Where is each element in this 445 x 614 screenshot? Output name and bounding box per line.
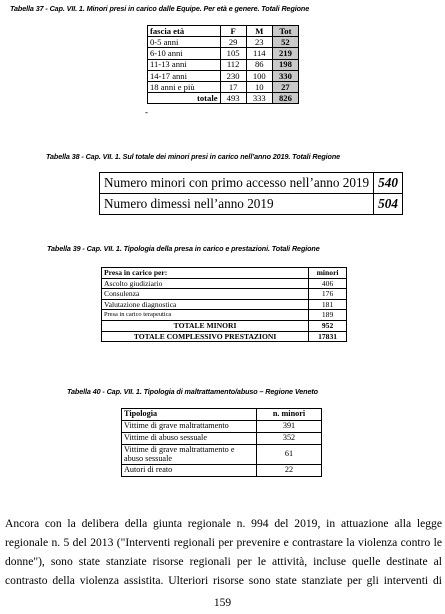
table-cell: Numero minori con primo accesso nell’anno 2019: [100, 173, 374, 194]
header-cell: M: [246, 26, 272, 37]
paragraph-line: contrasto della violenza assistita. Ulteriori risorse sono state stanziate per gli interventi di: [5, 574, 442, 587]
header-cell: fascia età: [148, 26, 221, 37]
table-cell: Autori di reato: [122, 464, 257, 476]
table-40: [121, 408, 322, 477]
table-row: [102, 289, 347, 300]
table-cell: 6-10 anni: [148, 48, 221, 59]
table-cell: 352: [257, 433, 322, 445]
table-cell: 18 anni e più: [148, 81, 221, 92]
header-cell: n. minori: [257, 409, 322, 421]
table-cell: 198: [272, 59, 298, 70]
table-row: [100, 173, 403, 194]
table-cell: 219: [272, 48, 298, 59]
table-cell: 100: [246, 70, 272, 81]
table-37: [147, 25, 299, 104]
table-cell: 391: [257, 421, 322, 433]
table-cell: 406: [309, 278, 347, 289]
table-row: [122, 464, 322, 476]
header-cell: F: [220, 26, 246, 37]
table-cell: 61: [257, 445, 322, 465]
table-cell: 826: [272, 93, 298, 104]
table-cell: Numero dimessi nell’anno 2019: [100, 194, 374, 215]
table-cell: 112: [220, 59, 246, 70]
table-40-caption: Tabella 40 - Cap. VII. 1. Tipologia di maltrattamento/abuso – Regione Veneto: [67, 387, 318, 396]
table-38-caption: Tabella 38 - Cap. VII. 1. Sul totale dei minori presi in carico nell’anno 2019. Totali Regione: [46, 152, 341, 161]
table-cell: 10: [246, 81, 272, 92]
table-cell: TOTALE MINORI: [102, 320, 309, 331]
paragraph-line: regionale n. 5 del 2013 ("Interventi regionali per prevenire e contrastare la violenza contro le: [5, 536, 442, 549]
table-cell: Vittime di abuso sessuale: [122, 433, 257, 445]
table-cell: 23: [246, 37, 272, 48]
table-row: [122, 433, 322, 445]
table-cell: Ascolto giudiziario: [102, 278, 309, 289]
table-39: [101, 267, 347, 342]
paragraph-line: Ancora con la delibera della giunta regionale n. 994 del 2019, in attuazione alla legge: [5, 517, 442, 530]
table-cell: 29: [220, 37, 246, 48]
table-total-row: [148, 93, 299, 104]
table-39-caption: Tabella 39 - Cap. VII. 1. Tipologia della presa in carico e prestazioni. Totali Regione: [47, 244, 320, 253]
table-row: [148, 70, 299, 81]
table-cell: 17831: [309, 331, 347, 342]
table-cell: 230: [220, 70, 246, 81]
table-cell: 176: [309, 289, 347, 300]
table-header-row: [102, 268, 347, 279]
header-cell: minori: [309, 268, 347, 279]
table-row: [148, 81, 299, 92]
table-row: [100, 194, 403, 215]
table-38: [99, 172, 403, 215]
table-cell: 181: [309, 299, 347, 310]
paragraph-line: donne"), sono state stanziate risorse regionali per le attività, incluse quelle destinate al: [5, 555, 442, 568]
table-cell: 105: [220, 48, 246, 59]
table-cell: 22: [257, 464, 322, 476]
table-row: [102, 299, 347, 310]
table-cell: Consulenza: [102, 289, 309, 300]
table-row: [102, 310, 347, 321]
table-cell: Valutazione diagnostica: [102, 299, 309, 310]
table-cell: TOTALE COMPLESSIVO PRESTAZIONI: [102, 331, 309, 342]
table-cell: 952: [309, 320, 347, 331]
table-cell: 493: [220, 93, 246, 104]
table-cell: 0-5 anni: [148, 37, 221, 48]
table-row: [102, 278, 347, 289]
table-cell: 189: [309, 310, 347, 321]
page-number: 159: [213, 597, 232, 609]
table-cell: 330: [272, 70, 298, 81]
table-37-caption: Tabella 37 - Cap. VII. 1. Minori presi in carico dalle Equipe. Per età e genere. Totali Regione: [10, 4, 310, 13]
table-total-row: [102, 320, 347, 331]
table-cell: Vittime di grave maltrattamento e abuso sessuale: [122, 445, 257, 465]
table-cell: 52: [272, 37, 298, 48]
table-cell: 27: [272, 81, 298, 92]
header-cell: Tipologia: [122, 409, 257, 421]
table-row: [122, 445, 322, 465]
table-row: [148, 37, 299, 48]
table-row: [148, 59, 299, 70]
table-cell: 14-17 anni: [148, 70, 221, 81]
table-cell: 333: [246, 93, 272, 104]
table-header-row: [148, 26, 299, 37]
table-cell: Presa in carico terapeutica: [102, 310, 309, 321]
table-total-row: [102, 331, 347, 342]
table-row: [148, 48, 299, 59]
table-cell: Vittime di grave maltrattamento: [122, 421, 257, 433]
table-row: [122, 421, 322, 433]
table-cell: 540: [374, 173, 403, 194]
table-cell: 86: [246, 59, 272, 70]
header-cell: Tot: [272, 26, 298, 37]
body-paragraph: [5, 514, 442, 590]
header-cell: Presa in carico per:: [102, 268, 309, 279]
table-cell: 17: [220, 81, 246, 92]
table-cell: 11-13 anni: [148, 59, 221, 70]
table-header-row: [122, 409, 322, 421]
table-cell: 114: [246, 48, 272, 59]
stray-dash: -: [145, 107, 148, 117]
table-cell: totale: [148, 93, 221, 104]
table-cell: 504: [374, 194, 403, 215]
